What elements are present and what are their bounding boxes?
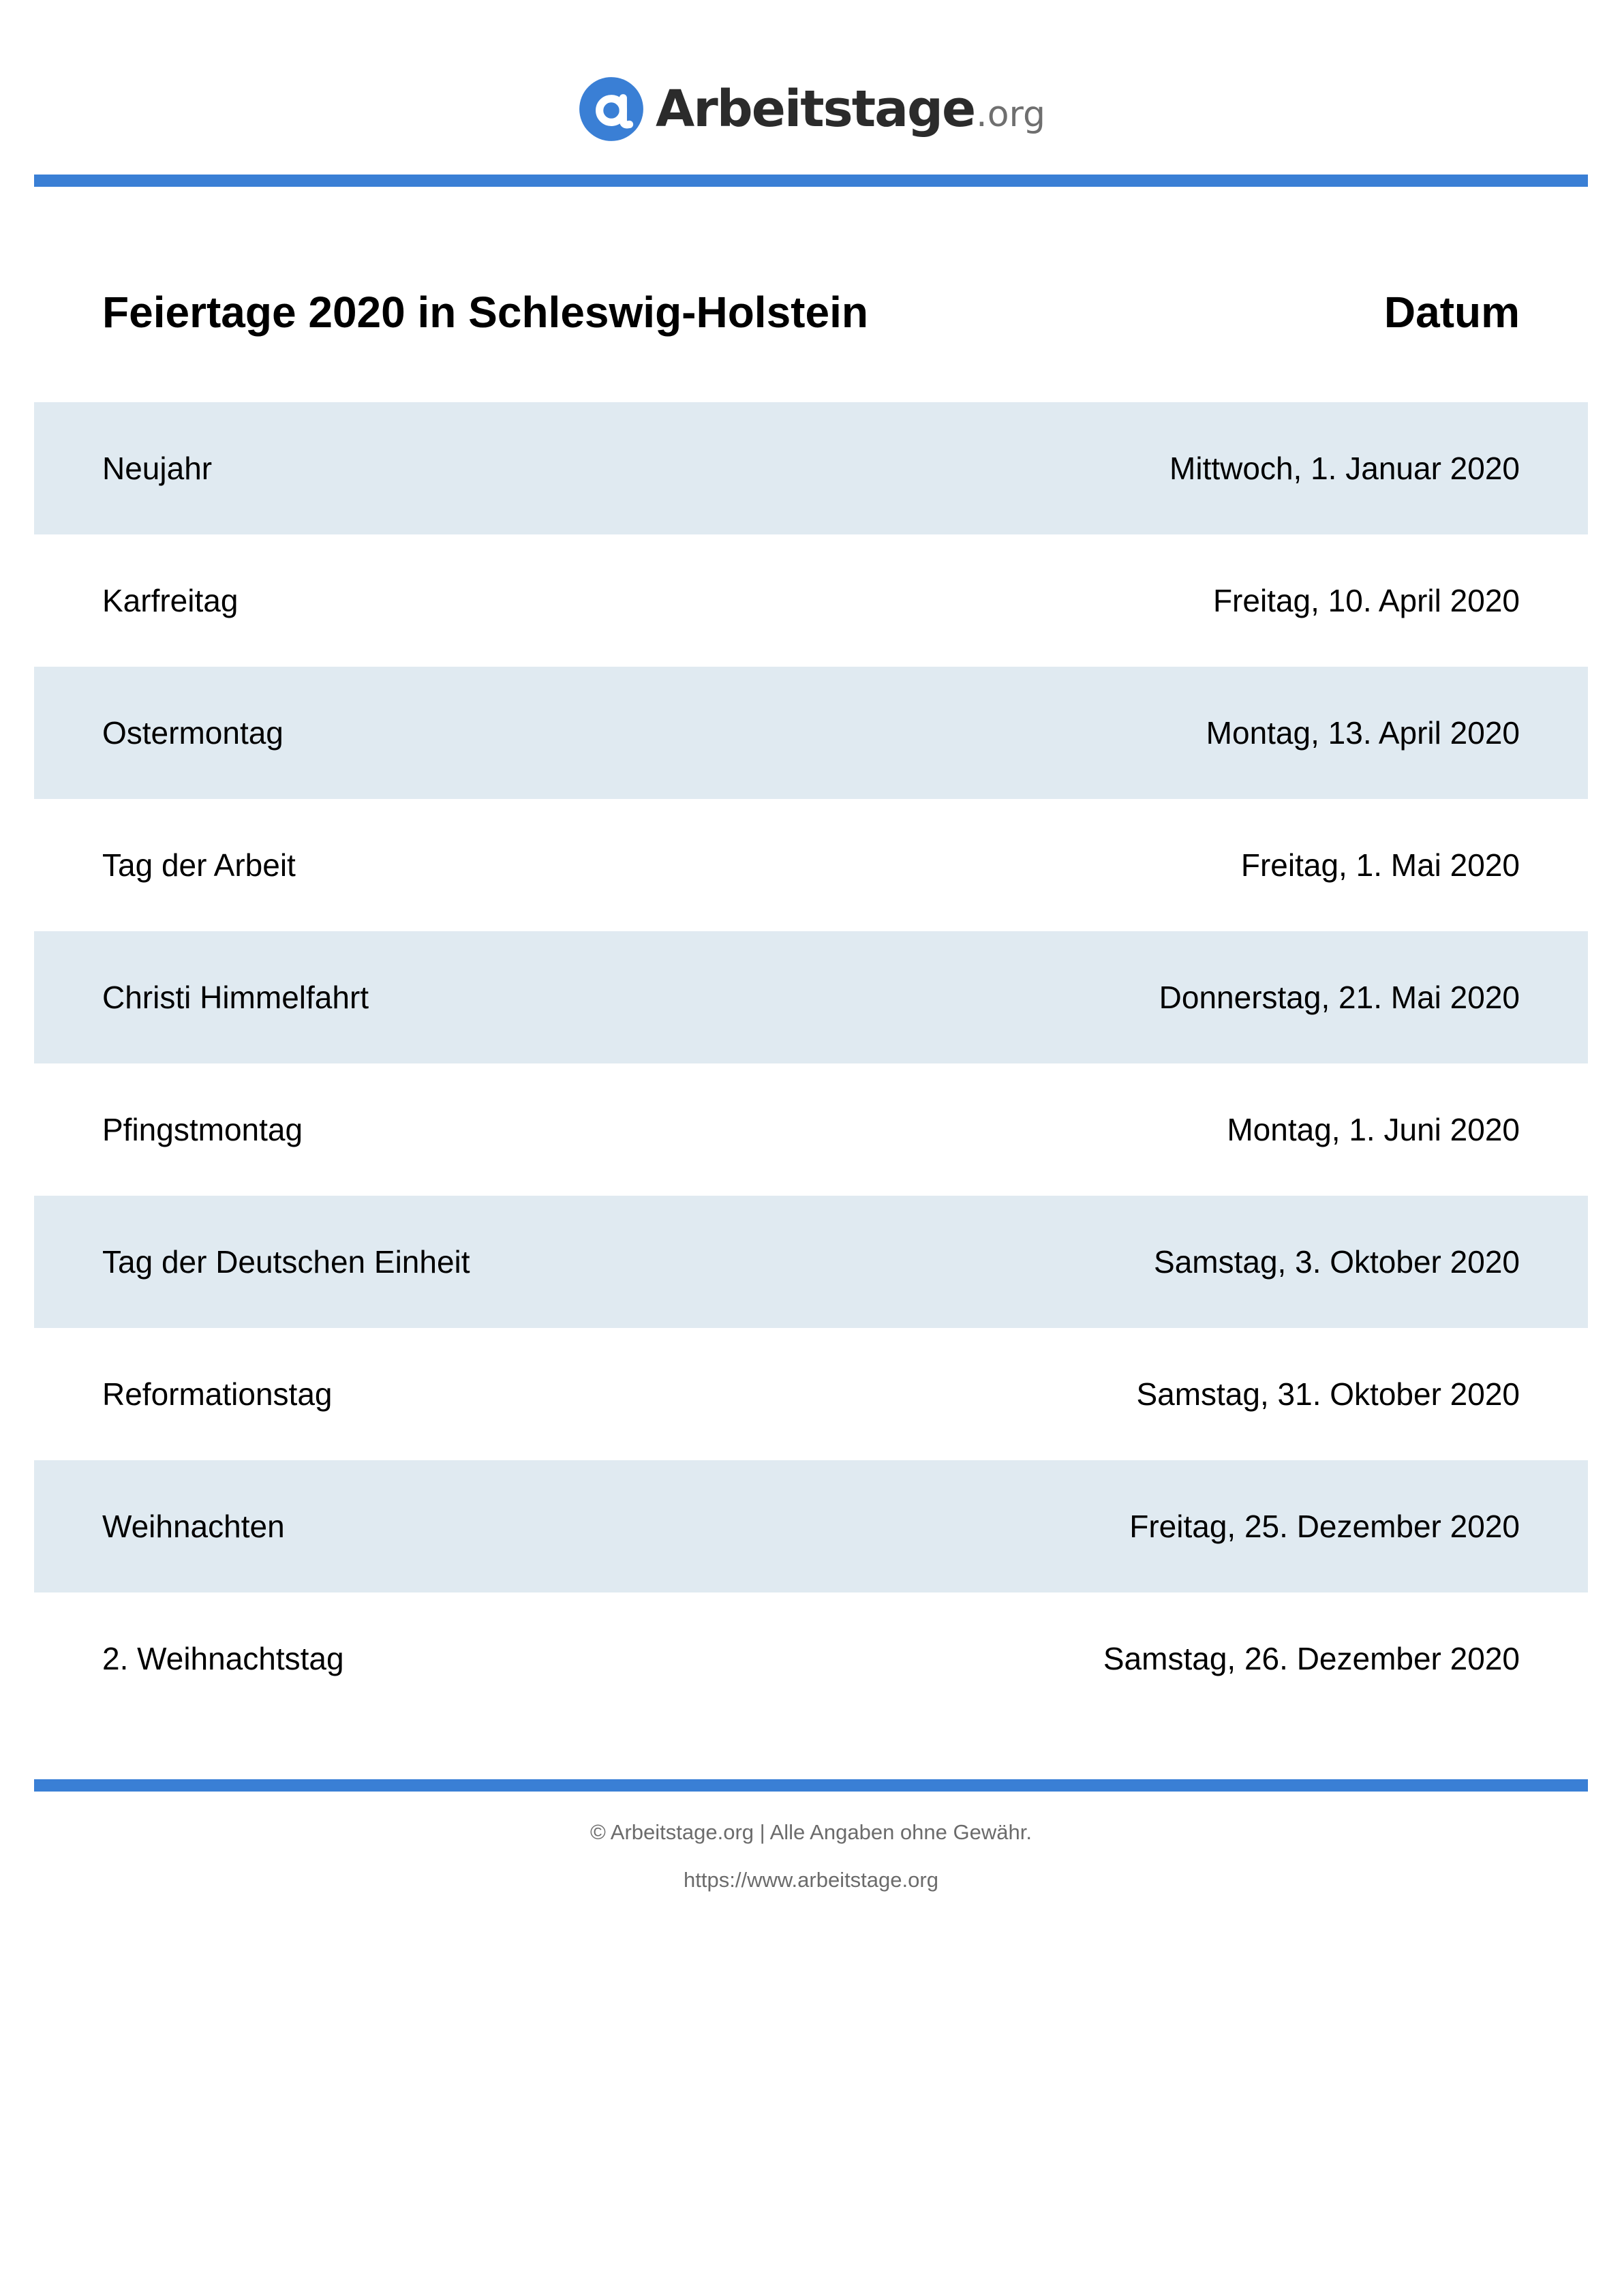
holiday-table — [34, 232, 1588, 1725]
holiday-name: Reformationstag — [102, 1376, 333, 1412]
holiday-name: Weihnachten — [102, 1509, 285, 1544]
holiday-date: Montag, 13. April 2020 — [1206, 715, 1520, 751]
holiday-name: Neujahr — [102, 451, 213, 486]
table-row — [34, 1063, 1588, 1196]
date-column-header: Datum — [1383, 288, 1520, 337]
table-row — [34, 1592, 1588, 1725]
table-row — [34, 667, 1588, 799]
footer-url-link[interactable]: https://www.arbeitstage.org — [684, 1868, 938, 1892]
table-row — [34, 1328, 1588, 1460]
holiday-date: Samstag, 31. Oktober 2020 — [1136, 1376, 1520, 1412]
holiday-name: Tag der Arbeit — [102, 847, 296, 883]
logo-group — [577, 74, 1045, 144]
table-title: Feiertage 2020 in Schleswig-Holstein — [102, 288, 868, 337]
top-divider — [34, 175, 1588, 187]
table-row — [34, 1460, 1588, 1592]
holiday-name: Pfingstmontag — [102, 1112, 303, 1147]
holiday-name: Ostermontag — [102, 715, 284, 751]
logo-name: Arbeitstage — [655, 80, 975, 138]
holiday-date: Mittwoch, 1. Januar 2020 — [1169, 451, 1520, 486]
table-row — [34, 534, 1588, 667]
table-row — [34, 1196, 1588, 1328]
bottom-divider — [34, 1779, 1588, 1792]
holiday-name: Karfreitag — [102, 583, 239, 618]
holiday-date: Freitag, 10. April 2020 — [1212, 583, 1520, 618]
at-sign-icon — [577, 74, 646, 144]
logo-tld: .org — [976, 94, 1045, 135]
holiday-date: Samstag, 3. Oktober 2020 — [1154, 1244, 1520, 1280]
table-row — [34, 402, 1588, 534]
holiday-name: Tag der Deutschen Einheit — [102, 1244, 470, 1280]
table-row — [34, 931, 1588, 1063]
table-row — [34, 799, 1588, 931]
holiday-date: Samstag, 26. Dezember 2020 — [1103, 1641, 1520, 1676]
table-header — [34, 232, 1588, 402]
holiday-date: Freitag, 1. Mai 2020 — [1240, 847, 1520, 883]
footer-copyright: © Arbeitstage.org | Alle Angaben ohne Gewähr. — [590, 1820, 1032, 1844]
holiday-name: Christi Himmelfahrt — [102, 980, 369, 1015]
holiday-date: Freitag, 25. Dezember 2020 — [1129, 1509, 1520, 1544]
holiday-date: Montag, 1. Juni 2020 — [1227, 1112, 1520, 1147]
logo-wordmark — [656, 80, 1045, 138]
holiday-name: 2. Weihnachtstag — [102, 1641, 344, 1676]
logo — [0, 74, 1622, 145]
holiday-date: Donnerstag, 21. Mai 2020 — [1159, 980, 1520, 1015]
